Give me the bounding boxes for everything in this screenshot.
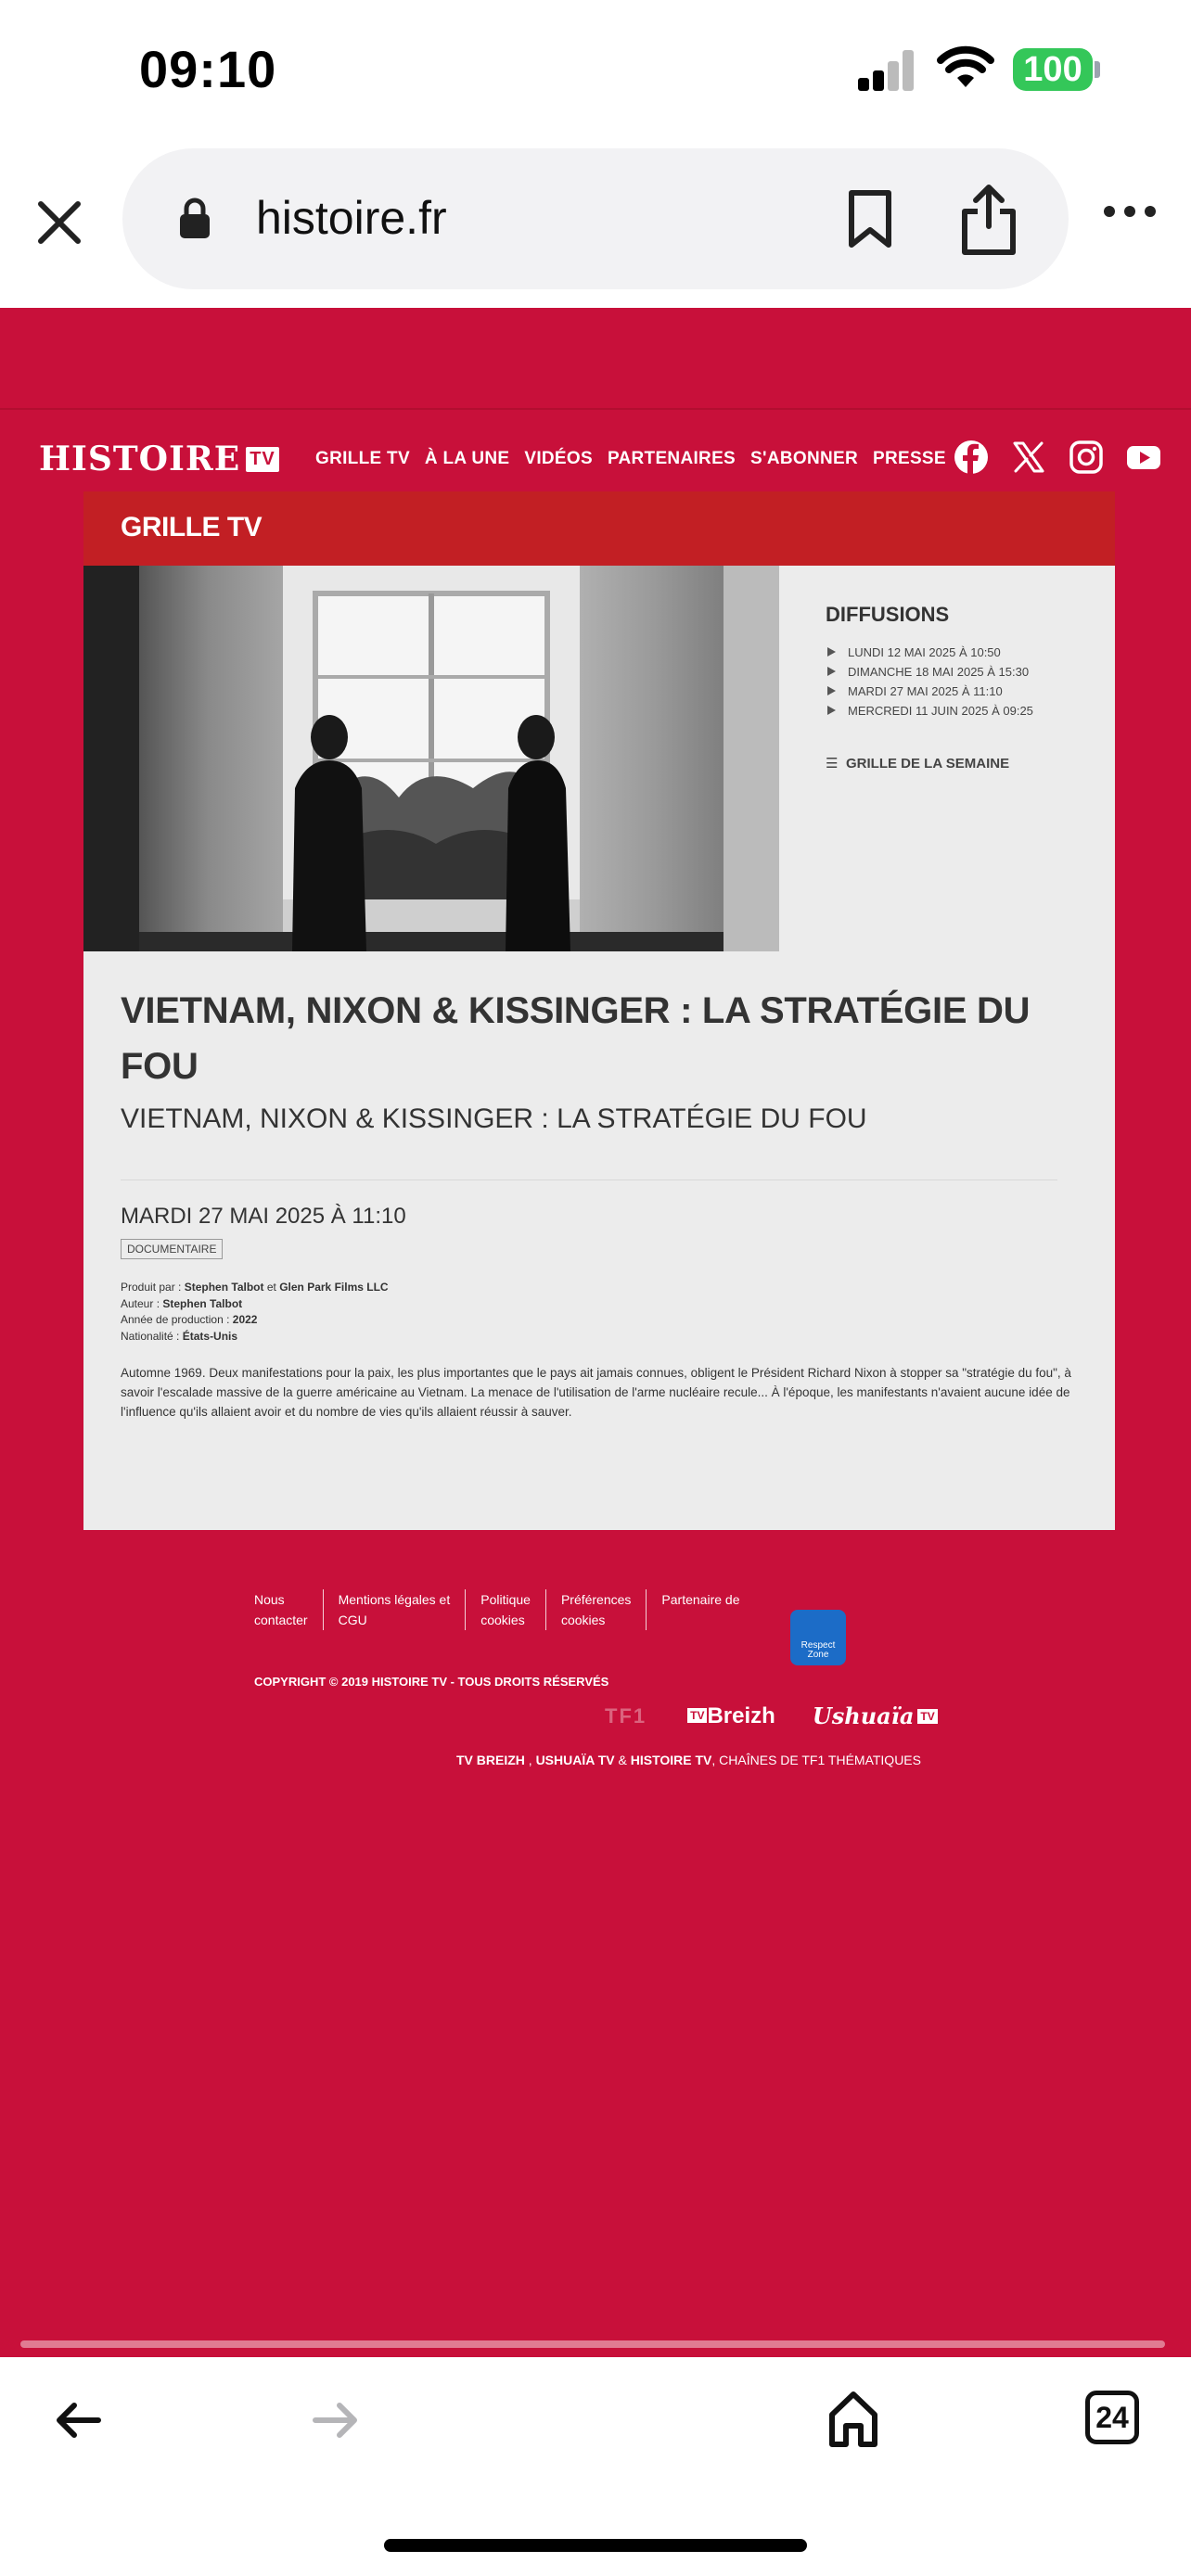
share-icon[interactable] — [959, 182, 1018, 256]
producer-1: Stephen Talbot — [184, 1281, 264, 1294]
tabs-button[interactable]: 24 — [1085, 2391, 1139, 2444]
nationality-line — [121, 1329, 389, 1345]
author-line — [121, 1296, 389, 1313]
air-date: MARDI 27 MAI 2025 À 11:10 — [121, 1204, 406, 1229]
year-label: Année de production : — [121, 1313, 230, 1326]
lock-icon — [178, 197, 211, 239]
nav-sabonner[interactable]: S'ABONNER — [750, 449, 858, 468]
youtube-icon[interactable] — [1126, 440, 1161, 475]
separator: & — [614, 1753, 631, 1767]
page-load-progress — [20, 2340, 1165, 2348]
diffusion-item[interactable]: DIMANCHE 18 MAI 2025 À 15:30 — [826, 665, 1104, 679]
producer-label: Produit par : — [121, 1281, 182, 1294]
page-top-divider — [0, 408, 1191, 410]
footer-link-text: Préférences — [560, 1592, 632, 1607]
facebook-icon[interactable] — [954, 440, 989, 475]
x-twitter-icon[interactable] — [1011, 440, 1046, 475]
program-title: VIETNAM, NIXON & KISSINGER : LA STRATÉGIE DU FOU — [121, 990, 1031, 1087]
footer-link-cookie-policy[interactable] — [465, 1589, 545, 1630]
main-nav — [315, 449, 961, 469]
footer-link-legal[interactable] — [323, 1589, 466, 1630]
copyright: COPYRIGHT © 2019 HISTOIRE TV - TOUS DROITS RÉSERVÉS — [254, 1675, 609, 1689]
tv-tag: TV — [687, 1708, 707, 1723]
program-subtitle: VIETNAM, NIXON & KISSINGER : LA STRATÉGIE DU FOU — [121, 1103, 867, 1134]
diffusion-item[interactable]: LUNDI 12 MAI 2025 À 10:50 — [826, 645, 1104, 659]
year-value: 2022 — [232, 1313, 258, 1326]
ushuaia-tv-logo[interactable] — [813, 1702, 938, 1729]
channels-suffix: , CHAÎNES DE TF1 THÉMATIQUES — [711, 1753, 921, 1767]
home-icon[interactable] — [827, 2389, 879, 2448]
author-label: Auteur : — [121, 1296, 160, 1310]
channel-tv-breizh[interactable]: TV BREIZH — [456, 1753, 525, 1767]
list-icon: ☰ — [826, 756, 839, 772]
nationality-value: États-Unis — [182, 1329, 238, 1343]
footer-link-cookie-prefs[interactable] — [545, 1589, 646, 1630]
footer-link-text: contacter — [254, 1613, 308, 1627]
battery-cap — [1095, 61, 1100, 78]
nav-videos[interactable]: VIDÉOS — [524, 449, 593, 468]
producer-and: et — [266, 1281, 276, 1294]
back-arrow-icon[interactable] — [52, 2394, 104, 2446]
diffusion-item[interactable]: MERCREDI 11 JUIN 2025 À 09:25 — [826, 704, 1104, 718]
url-field[interactable] — [122, 148, 1069, 289]
separator: , — [524, 1753, 536, 1767]
browser-address-bar — [0, 139, 1191, 308]
nationality-label: Nationalité : — [121, 1329, 180, 1343]
footer-link-text: cookies — [480, 1613, 525, 1627]
week-grid-label: GRILLE DE LA SEMAINE — [846, 756, 1010, 772]
program-synopsis: Automne 1969. Deux manifestations pour la paix, les plus importantes que le pays ait jamais connues, obligent le Président Richard Nixon à stopper sa "stratégie du fou", à savoir l'escalade massive de la guerre américaine au Vietnam. La menace de l'utilisation de l'arme nucléaire recule... À l'époque, les manifestants n'avaient aucune idée de l'influence qu'ils allaient avoir et du nombre de vies qu'ils allaient réussir à sauver. — [121, 1366, 1071, 1419]
producer-2: Glen Park Films LLC — [279, 1281, 389, 1294]
status-bar — [0, 0, 1191, 139]
author-value: Stephen Talbot — [162, 1296, 243, 1310]
footer-link-text: Politique — [480, 1592, 531, 1607]
footer-links — [254, 1589, 754, 1630]
footer-link-text: Nous — [254, 1592, 285, 1607]
channel-ushuaia-tv[interactable]: USHUAÏA TV — [535, 1753, 615, 1767]
diffusions-title: DIFFUSIONS — [826, 603, 950, 626]
site-logo[interactable] — [39, 440, 279, 478]
close-icon[interactable] — [33, 197, 85, 249]
week-grid-link[interactable] — [826, 755, 1104, 772]
section-heading: GRILLE TV — [83, 491, 1115, 566]
logo-tv-badge: TV — [246, 447, 279, 472]
program-card — [83, 491, 1115, 1530]
battery-indicator: 100 — [1013, 48, 1093, 91]
tv-breizh-logo[interactable] — [684, 1703, 775, 1729]
footer-link-contact[interactable] — [254, 1589, 323, 1630]
social-links — [954, 440, 1161, 475]
more-options-icon[interactable] — [1102, 204, 1158, 219]
cellular-signal-icon — [858, 48, 916, 91]
breizh-text: Breizh — [707, 1702, 775, 1728]
instagram-icon[interactable] — [1069, 440, 1104, 475]
footer-link-text: Partenaire de — [661, 1592, 740, 1607]
site-header — [0, 427, 1191, 491]
ushuaia-text: Ushuaïa — [812, 1702, 915, 1729]
producer-line — [121, 1280, 389, 1296]
program-hero-image — [83, 566, 779, 951]
diffusion-item[interactable]: MARDI 27 MAI 2025 À 11:10 — [826, 684, 1104, 698]
footer-link-text: CGU — [338, 1613, 367, 1627]
forward-arrow-icon[interactable] — [310, 2394, 362, 2446]
footer-link-text: cookies — [560, 1613, 606, 1627]
wifi-icon — [937, 45, 994, 91]
respect-zone-logo[interactable]: Respect Zone — [790, 1610, 846, 1665]
program-credits — [121, 1280, 389, 1345]
channel-histoire-tv[interactable]: HISTOIRE TV — [630, 1753, 712, 1767]
nav-a-la-une[interactable]: À LA UNE — [424, 449, 510, 468]
footer-link-text: Mentions légales et — [338, 1592, 451, 1607]
channels-line — [456, 1753, 921, 1767]
genre-badge: DOCUMENTAIRE — [121, 1239, 223, 1259]
nav-grille-tv[interactable]: GRILLE TV — [315, 449, 410, 468]
year-line — [121, 1312, 389, 1329]
nav-presse[interactable]: PRESSE — [872, 449, 946, 468]
nav-partenaires[interactable]: PARTENAIRES — [607, 449, 736, 468]
bookmark-icon[interactable] — [846, 189, 894, 249]
tv-tag: TV — [917, 1709, 937, 1724]
diffusions-panel — [826, 603, 1104, 772]
partner-logos — [605, 1702, 938, 1729]
home-indicator — [384, 2539, 807, 2552]
footer-link-partner[interactable] — [646, 1589, 754, 1630]
url-text: histoire.fr — [256, 192, 447, 244]
status-time: 09:10 — [139, 40, 277, 98]
tf1-logo[interactable]: TF1 — [605, 1703, 647, 1728]
logo-text: HISTOIRE — [39, 440, 241, 478]
